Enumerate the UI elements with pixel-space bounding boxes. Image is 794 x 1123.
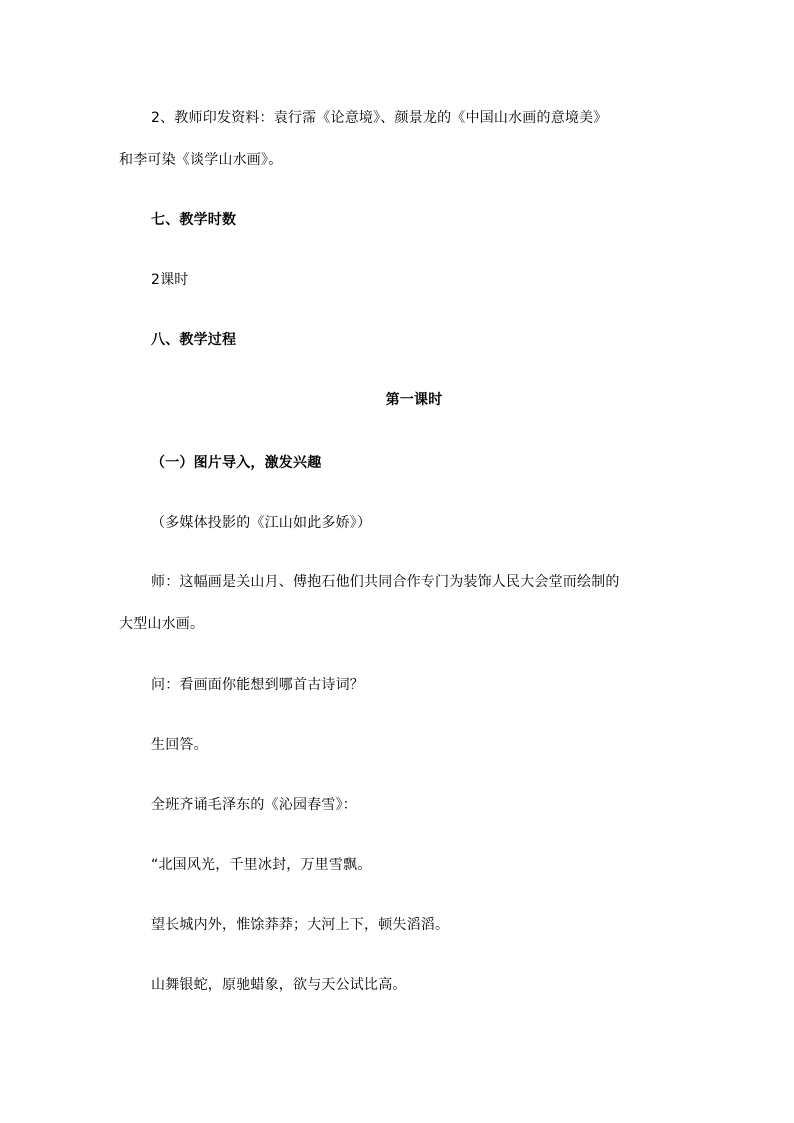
student-answer: 生回答。 <box>151 737 208 753</box>
section-7-value: 2课时 <box>151 272 189 288</box>
poem-line-3: 山舞银蛇，原驰蜡象，欲与天公试比高。 <box>151 977 407 993</box>
part-1-heading: （一）图片导入，激发兴趣 <box>151 455 322 471</box>
materials-line-2: 和李可染《谈学山水画》。 <box>119 152 283 168</box>
teacher-line-2: 大型山水画。 <box>119 616 205 632</box>
media-note: （多媒体投影的《江山如此多娇》） <box>151 515 372 531</box>
lesson-title: 第一课时 <box>385 392 443 408</box>
question-line: 问：看画面你能想到哪首古诗词？ <box>151 677 364 693</box>
teacher-line-1: 师：这幅画是关山月、傅抱石他们共同合作专门为装饰人民大会堂而绘制的 <box>151 574 620 590</box>
poem-line-2: 望长城内外，惟馀莽莽；大河上下，顿失滔滔。 <box>151 917 450 933</box>
recite-intro: 全班齐诵毛泽东的《沁园春雪》： <box>151 797 357 813</box>
materials-line-1: 2、教师印发资料：袁行霈《论意境》、颜景龙的《中国山水画的意境美》 <box>151 110 608 126</box>
poem-line-1: “北国风光，千里冰封，万里雪飘。 <box>151 857 372 873</box>
section-7-heading: 七、教学时数 <box>151 212 237 228</box>
section-8-heading: 八、教学过程 <box>151 332 237 348</box>
